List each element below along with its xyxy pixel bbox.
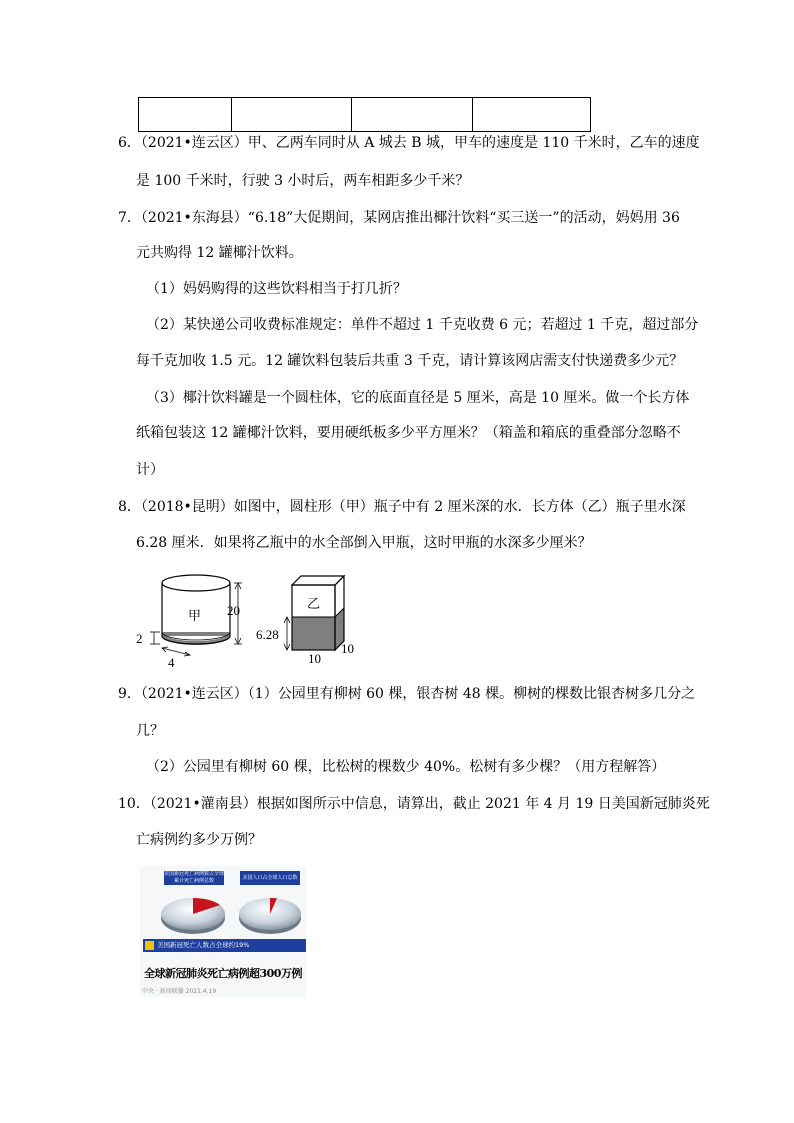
question-7-line-2: 元共购得 12 罐椰汁饮料。	[136, 245, 303, 261]
question-10-line-1: 10．（2021•灌南县）根据如图所示中信息，请算出，截止 2021 年 4 月 19 日美国新冠肺炎死	[118, 796, 710, 812]
yi-width-label: 10	[341, 641, 354, 656]
banner-population-share: 美国人口占全球人口总数	[240, 871, 300, 885]
table-cell	[139, 98, 232, 131]
question-7-part-3-line-3: 计）	[136, 462, 164, 478]
table-cell	[232, 98, 352, 131]
table-cell	[473, 98, 590, 131]
question-7-part-2-line-1: （2）某快递公司收费标准规定：单件不超过 1 千克收费 6 元；若超过 1 千克，超过部分	[146, 317, 699, 333]
yi-length-label: 10	[308, 651, 321, 666]
question-7-part-1: （1）妈妈购得的这些饮料相当于打几折？	[146, 281, 407, 297]
question-10-line-2: 亡病例约多少万例？	[136, 832, 262, 848]
question-7-part-3-line-2: 纸箱包装这 12 罐椰汁饮料，要用硬纸板多少平方厘米？（箱盖和箱底的重叠部分忽略不	[136, 425, 681, 441]
question-7-part-3-line-1: （3）椰汁饮料罐是一个圆柱体，它的底面直径是 5 厘米，高是 10 厘米。做一个长方体	[146, 390, 690, 406]
cuboid-yi	[256, 576, 354, 666]
jia-label: 甲	[188, 609, 202, 624]
cylinder-jia	[136, 575, 242, 670]
question-7-line-1: 7．（2021•东海县）“6.18”大促期间，某网店推出椰汁饮料“买三送一”的活动，妈妈用 36	[118, 210, 680, 226]
death-share-pie	[161, 898, 225, 934]
question-9-line-1: 9．（2021•连云区）（1）公园里有柳树 60 棵，银杏树 48 棵。柳树的棵数比银杏树多几分之	[118, 686, 696, 702]
answer-table	[138, 97, 591, 132]
news-ticker	[143, 939, 306, 952]
question-9-line-2: 几？	[136, 723, 164, 739]
table-cell	[352, 98, 473, 131]
jia-diameter-label: 4	[168, 655, 175, 670]
question-9-part-2: （2）公园里有柳树 60 棵，比松树的棵数少 40%。松树有多少棵？（用方程解答）	[146, 759, 666, 775]
question-8-line-2: 6.28 厘米．如果将乙瓶中的水全部倒入甲瓶，这时甲瓶的水深多少厘米？	[136, 535, 592, 551]
ticker-text: 美国新冠死亡人数占全球约19%	[157, 941, 250, 949]
news-headline: 全球新冠肺炎死亡病例超300万例	[144, 967, 302, 980]
channel-logo-icon	[145, 941, 154, 950]
question-8-line-1: 8．（2018•昆明）如图中，圆柱形（甲）瓶子中有 2 厘米深的水．长方体（乙）瓶子里水深	[118, 499, 686, 515]
news-screenshot	[140, 866, 306, 997]
bottles-figure	[130, 570, 370, 680]
news-caption: 中央 · 新闻联播 2021.4.19	[142, 988, 217, 995]
jia-water-label: 2	[136, 631, 143, 646]
yi-water-label: 6.28	[256, 627, 279, 642]
yi-label: 乙	[307, 597, 321, 612]
question-6-line-1: 6．（2021•连云区）甲、乙两车同时从 A 城去 B 城，甲车的速度是 110 千米时，乙车的速度	[118, 135, 700, 151]
question-7-part-2-line-2: 每千克加收 1.5 元。12 罐饮料包装后共重 3 千克，请计算该网店需支付快递费多少元？	[136, 353, 684, 369]
population-share-pie	[239, 898, 301, 934]
jia-height-label: 20	[227, 603, 240, 618]
question-6-line-2: 是 100 千米时，行驶 3 小时后，两车相距多少千米？	[136, 173, 470, 189]
pie-charts	[140, 888, 306, 938]
banner-death-share: 美国新冠死亡病例数占全球累计死亡病例总数	[164, 871, 224, 884]
